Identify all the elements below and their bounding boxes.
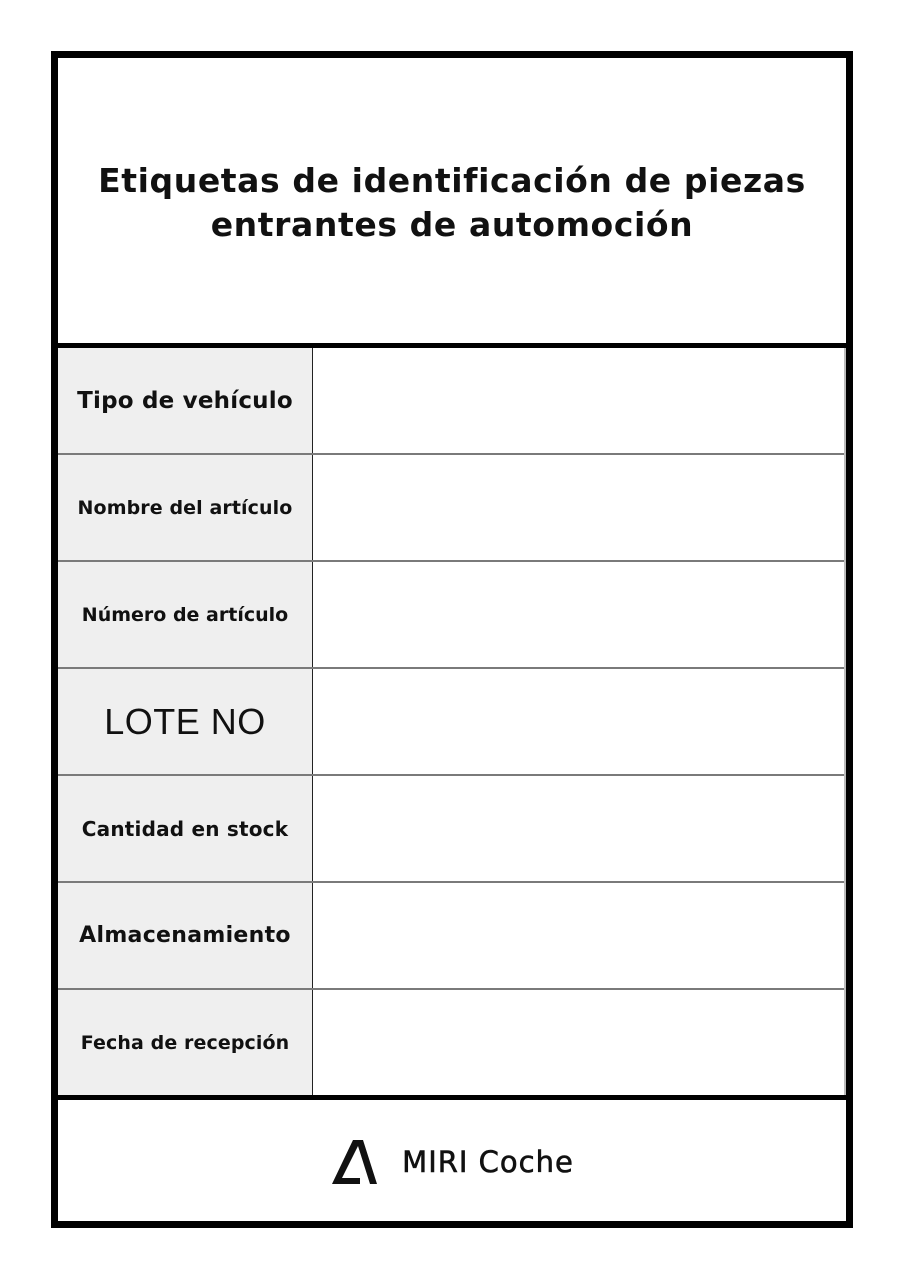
brand [330,1140,574,1184]
table-row-stock-quantity [58,776,844,883]
title-section [58,58,846,348]
brand-footer [58,1095,846,1221]
page-title [88,155,816,247]
table-row-item-name [58,455,844,562]
table-row-vehicle-type [58,348,844,455]
parts-info-table [58,348,846,1095]
row-label: Nombre del artículo [58,455,313,560]
vehicle-type-field[interactable] [313,348,844,453]
item-name-field[interactable] [313,455,844,560]
row-label: Fecha de recepción [58,990,313,1095]
table-row-lot-number [58,669,844,776]
row-label: Cantidad en stock [58,776,313,881]
title-line-2: entrantes de automoción [210,204,694,244]
table-row-receipt-date [58,990,844,1095]
receipt-date-field[interactable] [313,990,844,1095]
row-label: Almacenamiento [58,883,313,988]
triangle-a-logo-icon [330,1140,388,1184]
table-row-storage [58,883,844,990]
row-label: Número de artículo [58,562,313,667]
brand-name: MIRI Coche [402,1144,574,1179]
label-frame [51,51,853,1228]
row-label: Tipo de vehículo [58,348,313,453]
stock-quantity-field[interactable] [313,776,844,881]
item-number-field[interactable] [313,562,844,667]
title-line-1: Etiquetas de identificación de piezas [98,160,806,200]
lot-number-field[interactable] [313,669,844,774]
row-label: LOTE NO [58,669,313,774]
table-row-item-number [58,562,844,669]
storage-field[interactable] [313,883,844,988]
